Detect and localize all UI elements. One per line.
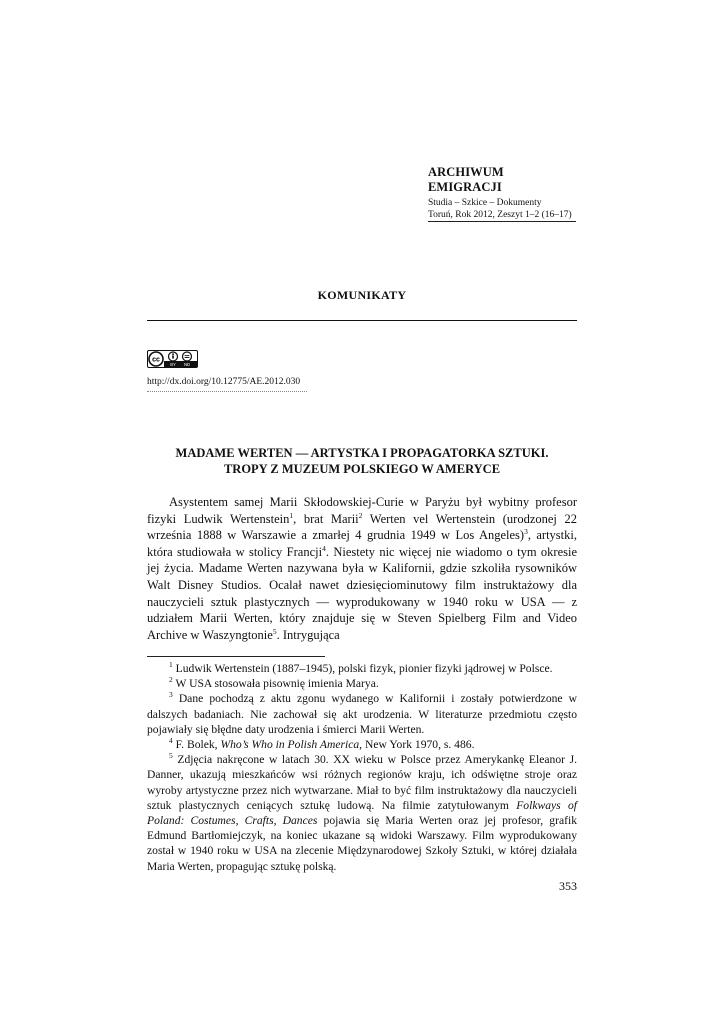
- doi-link[interactable]: http://dx.doi.org/10.12775/AE.2012.030: [147, 377, 301, 387]
- cc-nd-label: ND: [183, 362, 191, 368]
- section-divider: [147, 320, 577, 321]
- footnote-text: Dane pochodzą z aktu zgonu wydanego w Kalifornii i zostały potwierdzone w dalszych badaniach. Nie zachował się akt urodzenia. W literaturze przedmiotu często pojawiały się błędne daty urodzenia i śmierci Marii Werten.: [147, 692, 577, 736]
- footnote-3: [147, 691, 577, 737]
- footnote-book-title: Who’s Who in Polish America: [220, 738, 360, 752]
- footnote-number: 2: [169, 675, 173, 685]
- doi-divider: [147, 391, 307, 392]
- footnote-number: 4: [169, 736, 173, 746]
- footnote-number: 1: [169, 660, 173, 669]
- cc-by-label: BY: [170, 362, 176, 368]
- footnote-ref-3[interactable]: 3: [524, 527, 528, 537]
- section-heading: KOMUNIKATY: [317, 288, 407, 302]
- footnote-ref-5[interactable]: 5: [272, 626, 277, 636]
- footnote-text: W USA stosowała pisownię imienia Marya.: [175, 677, 379, 691]
- footnote-divider: [147, 656, 325, 657]
- journal-issue: Toruń, Rok 2012, Zeszyt 1–2 (16–17): [428, 209, 576, 222]
- footnote-text: pojawia się Maria Werten oraz jej profesor, grafik Edmund Bartłomiejczyk, na koniec ukazane są widoki Warszawy. Film wyprodukowany został w 1940 roku w USA na zlecenie Międzynarodowej Szkoły Sztuki, w której działała Maria Werten, propagując sztukę polską.: [147, 814, 577, 873]
- footnote-text: , New York 1970, s. 486.: [359, 738, 475, 752]
- footnote-text: F. Bolek,: [175, 738, 221, 752]
- cc-license-icon[interactable]: [147, 350, 198, 368]
- body-text-segment: , artystki, która studiowała w stolicy Francji: [147, 528, 577, 559]
- footnote-1: [147, 661, 577, 676]
- footnote-2: [147, 676, 577, 691]
- footnote-number: 5: [169, 751, 173, 761]
- cc-label: cc: [152, 356, 160, 364]
- body-text-segment: Asystentem samej Marii Skłodowskiej-Curie w Paryżu był wybitny profesor fizyki Ludwik Wertenstein: [147, 495, 577, 526]
- footnote-number: 3: [169, 690, 173, 700]
- body-paragraph: [147, 494, 577, 643]
- footnote-4: [147, 737, 577, 752]
- footnote-text: Ludwik Wertenstein (1887–1945), polski fizyk, pionier fizyki jądrowej w Polsce.: [175, 662, 553, 675]
- footnote-5: [147, 752, 577, 874]
- journal-header: [428, 165, 576, 222]
- article-title: [0, 445, 724, 477]
- journal-title: ARCHIWUM EMIGRACJI: [428, 165, 504, 194]
- footnote-ref-2[interactable]: 2: [358, 510, 363, 520]
- footnote-text: Zdjęcia nakręcone w latach 30. XX wieku w Polsce przez Amerykankę Eleanor J. Danner, ukazują mieszkańców wsi różnych regionów kraju, ich odświętne stroje oraz wyroby artystyczne przez nich wytwarzane. Miał to być film instruktażowy dla nauczycieli sztuk plastycznych ceniących sztukę ludową. Na filmie zatytułowanym: [147, 753, 577, 812]
- body-text-segment: Werten vel Wertenstein (urodzonej 22 września 1888 w Warszawie a zmarłej 4 grudnia 1949 w Los Angeles): [147, 511, 577, 543]
- footnote-ref-4[interactable]: 4: [322, 543, 326, 553]
- journal-subtitle: Studia – Szkice – Dokumenty: [428, 198, 542, 208]
- body-text-segment: , brat Marii: [293, 511, 359, 526]
- body-text-segment: . Niestety nic więcej nie wiadomo o tym okresie jej życia. Madame Werten nazywana była w Kalifornii, gdzie szkoliła rysowników Walt Disney Studios. Ocalał nawet dziesięciominutowy film instruktażowy dla nauczycieli sztuk plastycznych — wyprodukowany w 1940 roku w USA — z udziałem Marii Werten, który znajduje się w Steven Spielberg Film and Video Archive w Waszyngtonie: [147, 544, 577, 642]
- body-text-segment: . Intrygująca: [276, 627, 340, 642]
- footnote-film-title: Folkways of Poland: Costumes, Crafts, Dances: [147, 798, 577, 828]
- footnote-ref-1[interactable]: 1: [289, 510, 294, 520]
- article-title-line-1: MADAME WERTEN — ARTYSTKA I PROPAGATORKA SZTUKI.: [175, 446, 549, 460]
- article-title-line-2: TROPY Z MUZEUM POLSKIEGO W AMERYCE: [223, 462, 501, 476]
- page-number: 353: [559, 879, 577, 893]
- footnotes: [147, 661, 577, 874]
